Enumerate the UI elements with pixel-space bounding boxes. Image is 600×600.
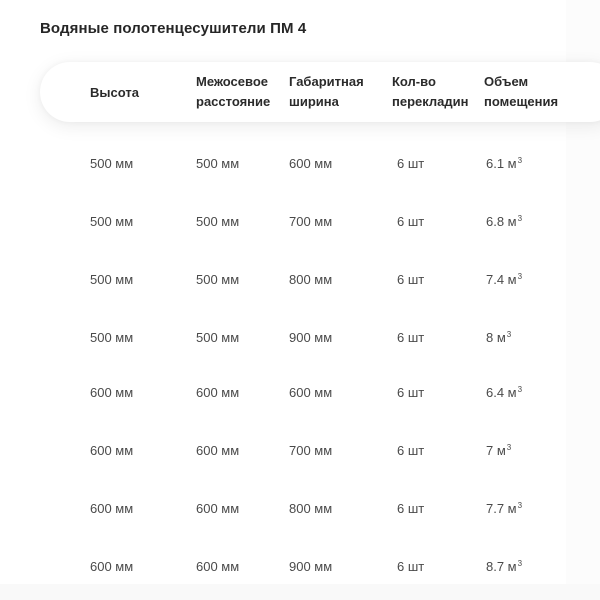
cell-bars: 6 шт	[397, 330, 425, 345]
table-row	[0, 212, 566, 232]
cell-volume	[486, 499, 522, 519]
cell-width: 800 мм	[289, 272, 333, 287]
cell-center-distance: 500 мм	[196, 330, 240, 345]
cell-height: 500 мм	[90, 214, 134, 229]
volume-exponent: 3	[506, 330, 512, 339]
volume-value: 6.8 м	[486, 214, 517, 229]
volume-value: 6.1 м	[486, 156, 517, 171]
header-bar-count-line2: перекладин	[392, 94, 469, 109]
cell-center-distance: 600 мм	[196, 559, 240, 574]
cell-center-distance: 500 мм	[196, 272, 240, 287]
cell-width: 600 мм	[289, 156, 333, 171]
volume-exponent: 3	[517, 156, 523, 165]
cell-center-distance: 500 мм	[196, 156, 240, 171]
cell-width: 900 мм	[289, 559, 333, 574]
cell-bars: 6 шт	[397, 501, 425, 516]
cell-width: 900 мм	[289, 330, 333, 345]
volume-value: 7.7 м	[486, 501, 517, 516]
cell-bars: 6 шт	[397, 272, 425, 287]
cell-height: 600 мм	[90, 501, 134, 516]
header-height	[90, 83, 139, 103]
header-overall-width	[289, 72, 364, 112]
header-bar-count	[392, 72, 469, 112]
volume-exponent: 3	[506, 443, 512, 452]
header-room-volume-line2: помещения	[484, 94, 559, 109]
page-title: Водяные полотенцесушители ПМ 4	[40, 20, 307, 37]
cell-height: 500 мм	[90, 272, 134, 287]
volume-exponent: 3	[517, 214, 523, 223]
header-overall-width-line2: ширина	[289, 94, 339, 109]
cell-center-distance: 600 мм	[196, 443, 240, 458]
cell-volume	[486, 212, 522, 232]
cell-volume	[486, 557, 522, 577]
table-row	[0, 154, 566, 174]
table-row	[0, 441, 566, 461]
volume-exponent: 3	[517, 559, 523, 568]
cell-height: 500 мм	[90, 156, 134, 171]
table-row	[0, 270, 566, 290]
volume-value: 7 м	[486, 443, 506, 458]
header-overall-width-line1: Габаритная	[289, 74, 364, 89]
volume-exponent: 3	[517, 385, 523, 394]
cell-volume	[486, 154, 522, 174]
table-row	[0, 557, 566, 577]
cell-width: 700 мм	[289, 214, 333, 229]
volume-exponent: 3	[517, 272, 523, 281]
header-center-distance-line2: расстояние	[196, 94, 271, 109]
cell-center-distance: 600 мм	[196, 385, 240, 400]
cell-center-distance: 500 мм	[196, 214, 240, 229]
header-center-distance-line1: Межосевое	[196, 74, 269, 89]
cell-bars: 6 шт	[397, 559, 425, 574]
cell-center-distance: 600 мм	[196, 501, 240, 516]
volume-exponent: 3	[517, 501, 523, 510]
header-room-volume-line1: Объем	[484, 74, 529, 89]
cell-volume	[486, 328, 511, 348]
cell-width: 700 мм	[289, 443, 333, 458]
header-room-volume	[484, 72, 558, 112]
cell-bars: 6 шт	[397, 385, 425, 400]
cell-volume	[486, 270, 522, 290]
volume-value: 7.4 м	[486, 272, 517, 287]
cell-bars: 6 шт	[397, 214, 425, 229]
cell-height: 600 мм	[90, 443, 134, 458]
cell-volume	[486, 441, 511, 461]
table-row	[0, 499, 566, 519]
volume-value: 8.7 м	[486, 559, 517, 574]
cell-width: 600 мм	[289, 385, 333, 400]
cell-height: 600 мм	[90, 559, 134, 574]
volume-value: 6.4 м	[486, 385, 517, 400]
cell-width: 800 мм	[289, 501, 333, 516]
cell-height: 500 мм	[90, 330, 134, 345]
header-center-distance	[196, 72, 270, 112]
table-row	[0, 383, 566, 403]
header-height-label: Высота	[90, 85, 139, 100]
volume-value: 8 м	[486, 330, 506, 345]
cell-height: 600 мм	[90, 385, 134, 400]
table-row	[0, 328, 566, 348]
bottom-edge	[0, 584, 600, 600]
cell-bars: 6 шт	[397, 443, 425, 458]
cell-bars: 6 шт	[397, 156, 425, 171]
cell-volume	[486, 383, 522, 403]
header-bar-count-line1: Кол-во	[392, 74, 436, 89]
